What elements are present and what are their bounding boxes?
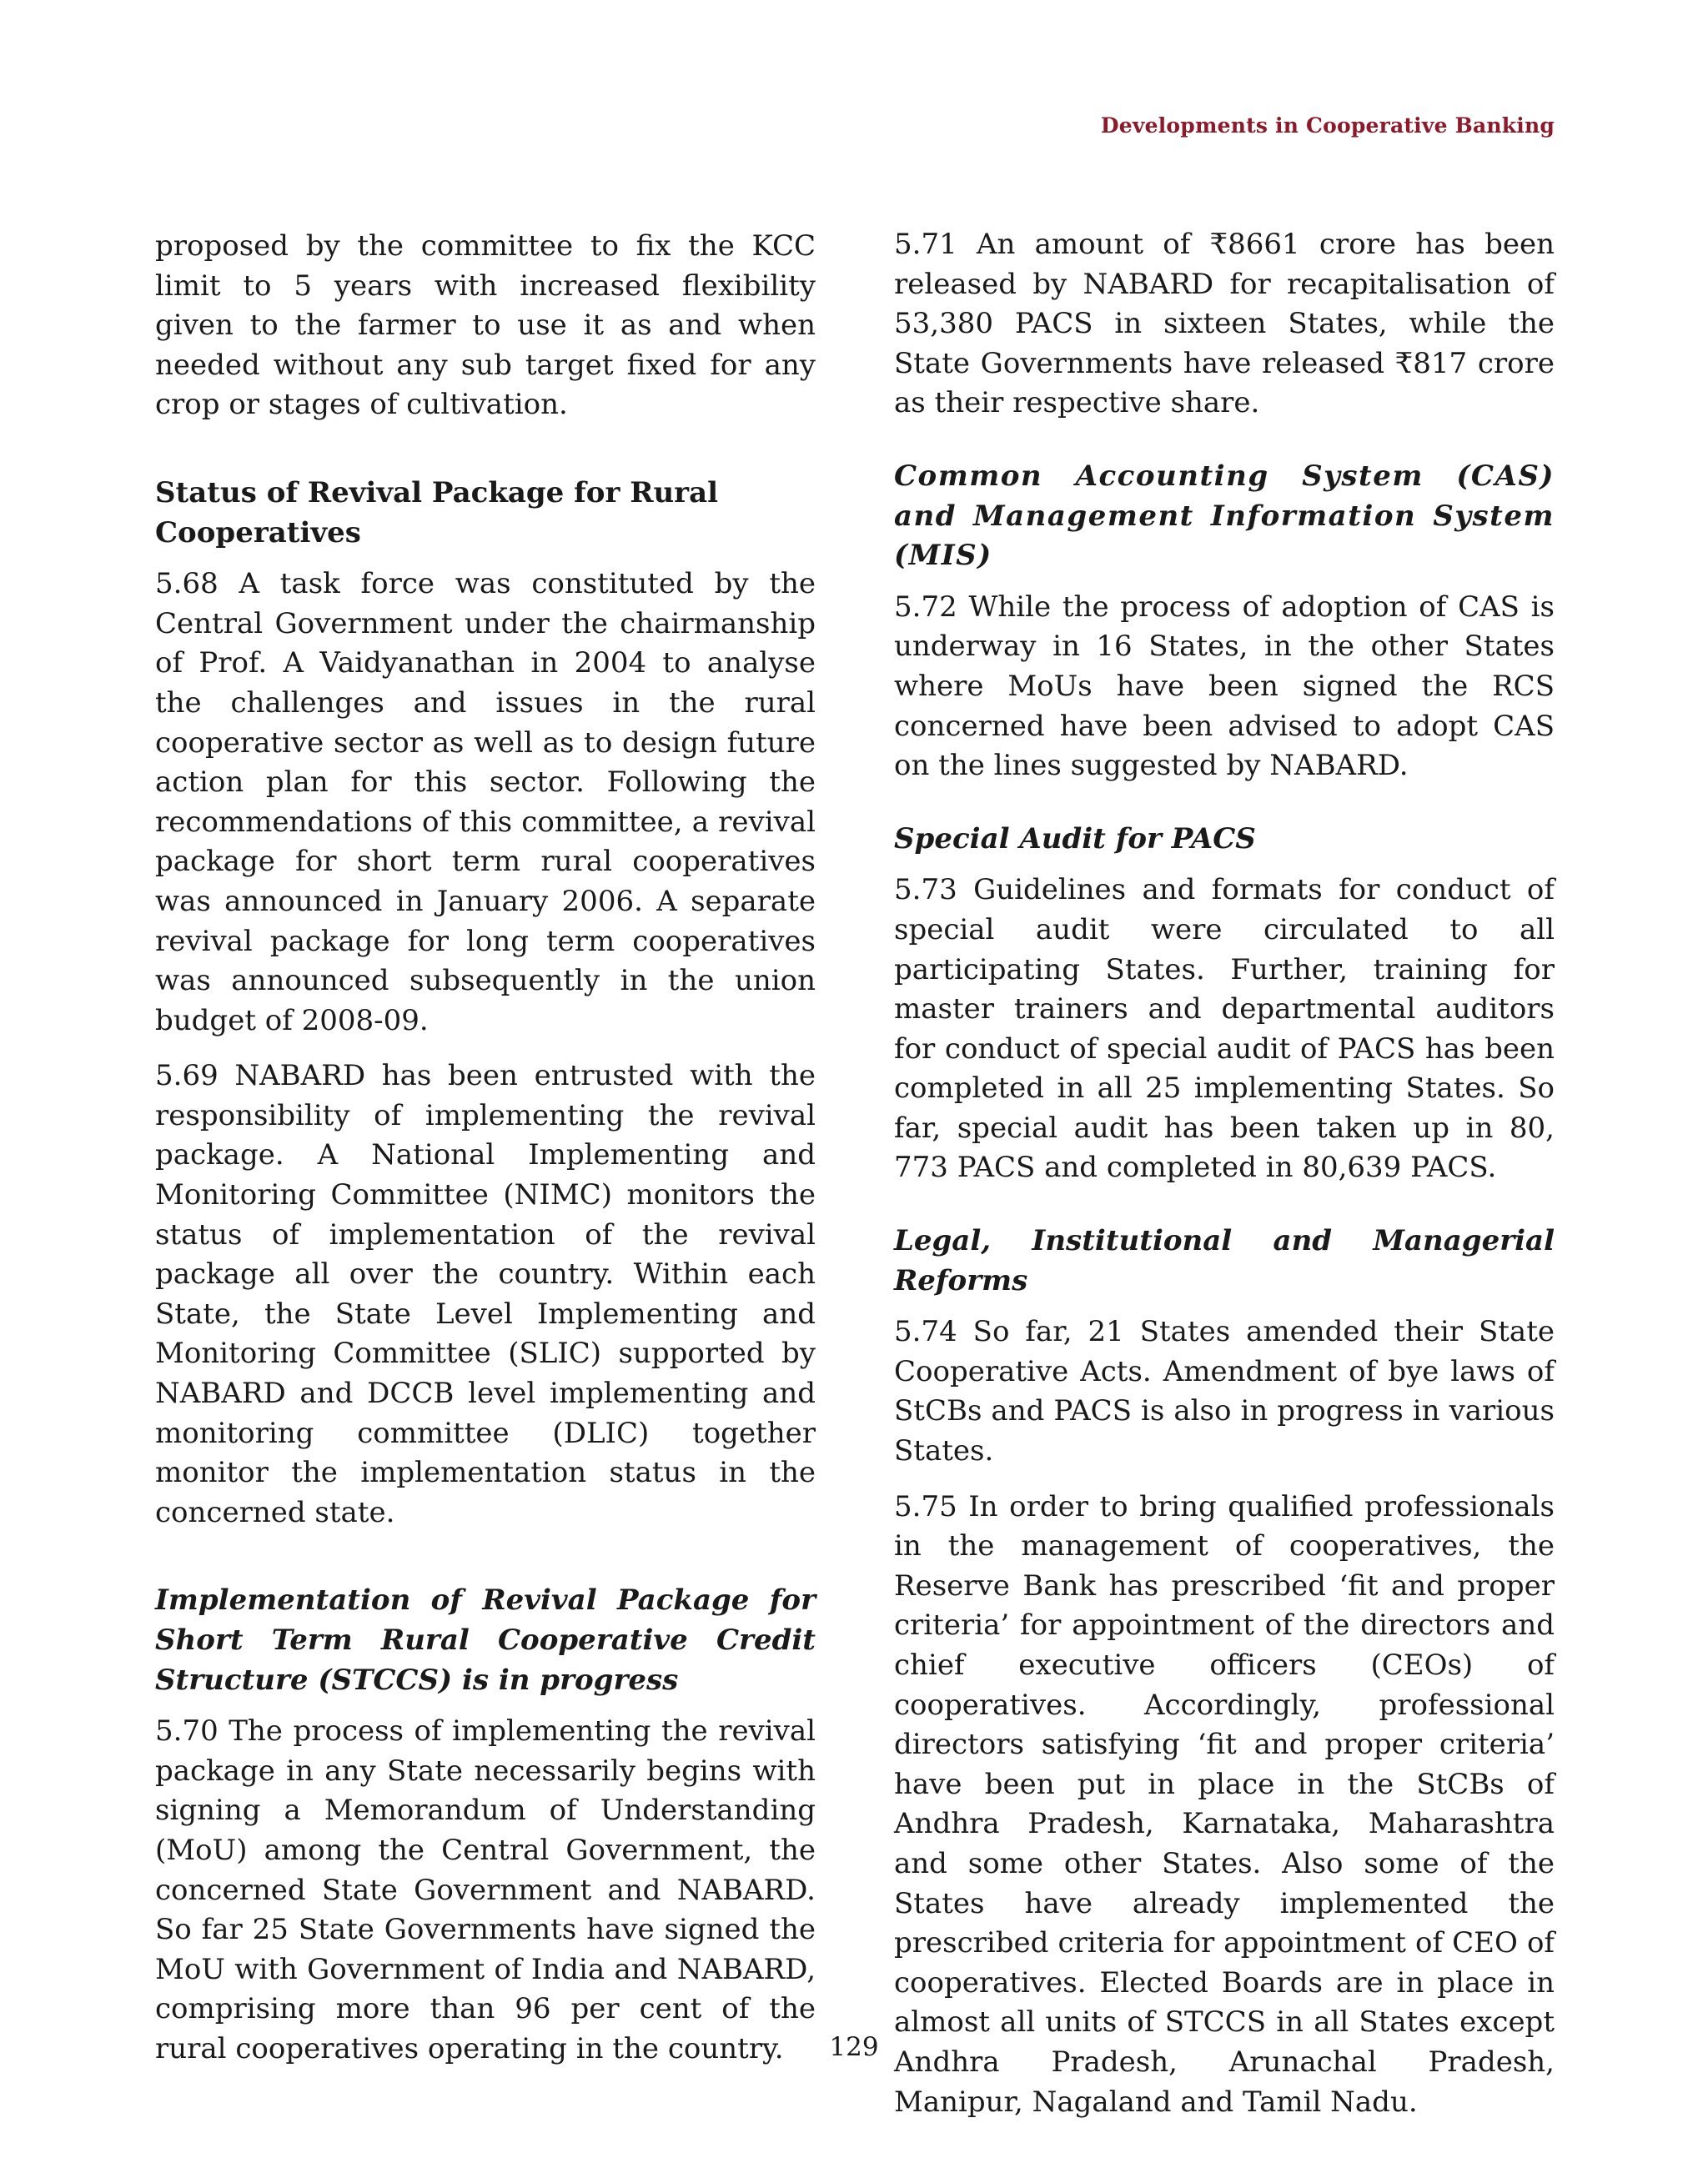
heading-reforms: Legal, Institutional and Managerial Reforms	[894, 1224, 1555, 1297]
running-head-title: Developments in Cooperative Banking	[1100, 113, 1555, 138]
right-column	[894, 225, 1555, 2138]
paragraph-5-75: 5.75 In order to bring qualified professionals in the management of cooperatives, the Reserve Bank has prescribed ‘fit and proper criteria’ for appointment of the directors and chief executive officers (CEOs) of cooperatives. Accordingly, professional directors satisfying ‘fit and proper criteria’ have been put in place in the StCBs of Andhra Pradesh, Karnataka, Maharashtra and some other States. Also some of the States have already implemented the prescribed criteria for appointment of CEO of cooperatives. Elected Boards are in place in almost all units of STCCS in all States except Andhra Pradesh, Arunachal Pradesh, Manipur, Nagaland and Tamil Nadu.	[894, 1489, 1555, 2119]
heading-cas-mis: Common Accounting System (CAS) and Management Information System (MIS)	[894, 459, 1555, 573]
heading-stccs-implementation: Implementation of Revival Package for Short Term Rural Cooperative Credit Structure (STCCS) is in progress	[155, 1583, 816, 1697]
heading-revival-package: Status of Revival Package for Rural Cooperatives	[155, 475, 719, 550]
paragraph-5-73: 5.73 Guidelines and formats for conduct of special audit were circulated to all participating States. Further, training for master trainers and departmental auditors for conduct of special audit of PACS has been completed in all 25 implementing States. So far, special audit has been taken up in 80, 773 PACS and completed in 80,639 PACS.	[894, 873, 1555, 1185]
left-column	[155, 227, 816, 2085]
paragraph-continuation: proposed by the committee to fix the KCC limit to 5 years with increased flexibility given to the farmer to use it as and when needed without any sub target fixed for any crop or stages of cultivation.	[155, 229, 816, 422]
paragraph-5-74: 5.74 So far, 21 States amended their State Cooperative Acts. Amendment of bye laws of StCBs and PACS is also in progress in various States.	[894, 1315, 1555, 1468]
paragraph-5-69: 5.69 NABARD has been entrusted with the responsibility of implementing the revival package. A National Implementing and Monitoring Committee (NIMC) monitors the status of implementation of the revival package all over the country. Within each State, the State Level Implementing and Monitoring Committee (SLIC) supported by NABARD and DCCB level implementing and monitoring committee (DLIC) together monitor the implementation status in the concerned state.	[155, 1059, 816, 1529]
paragraph-5-68: 5.68 A task force was constituted by the Central Government under the chairmanship of Prof. A Vaidyanathan in 2004 to analyse the challenges and issues in the rural cooperative sector as well as to design future action plan for this sector. Following the recommendations of this committee, a revival package for short term rural cooperatives was announced in January 2006. A separate revival package for long term cooperatives was announced subsequently in the union budget of 2008-09.	[155, 567, 816, 1037]
paragraph-5-71: 5.71 An amount of ₹8661 crore has been released by NABARD for recapitalisation of 53,380 PACS in sixteen States, while the State Governments have released ₹817 crore as their respective share.	[894, 228, 1555, 420]
paragraph-5-70: 5.70 The process of implementing the revival package in any State necessarily begins with signing a Memorandum of Understanding (MoU) among the Central Government, the concerned State Government and NABARD. So far 25 State Governments have signed the MoU with Government of India and NABARD, comprising more than 96 per cent of the rural cooperatives operating in the country.	[155, 1714, 816, 2065]
heading-special-audit: Special Audit for PACS	[894, 821, 1256, 856]
paragraph-5-72: 5.72 While the process of adoption of CAS is underway in 16 States, in the other States where MoUs have been signed the RCS concerned have been advised to adopt CAS on the lines suggested by NABARD.	[894, 590, 1555, 783]
page-number: 129	[829, 2032, 879, 2062]
